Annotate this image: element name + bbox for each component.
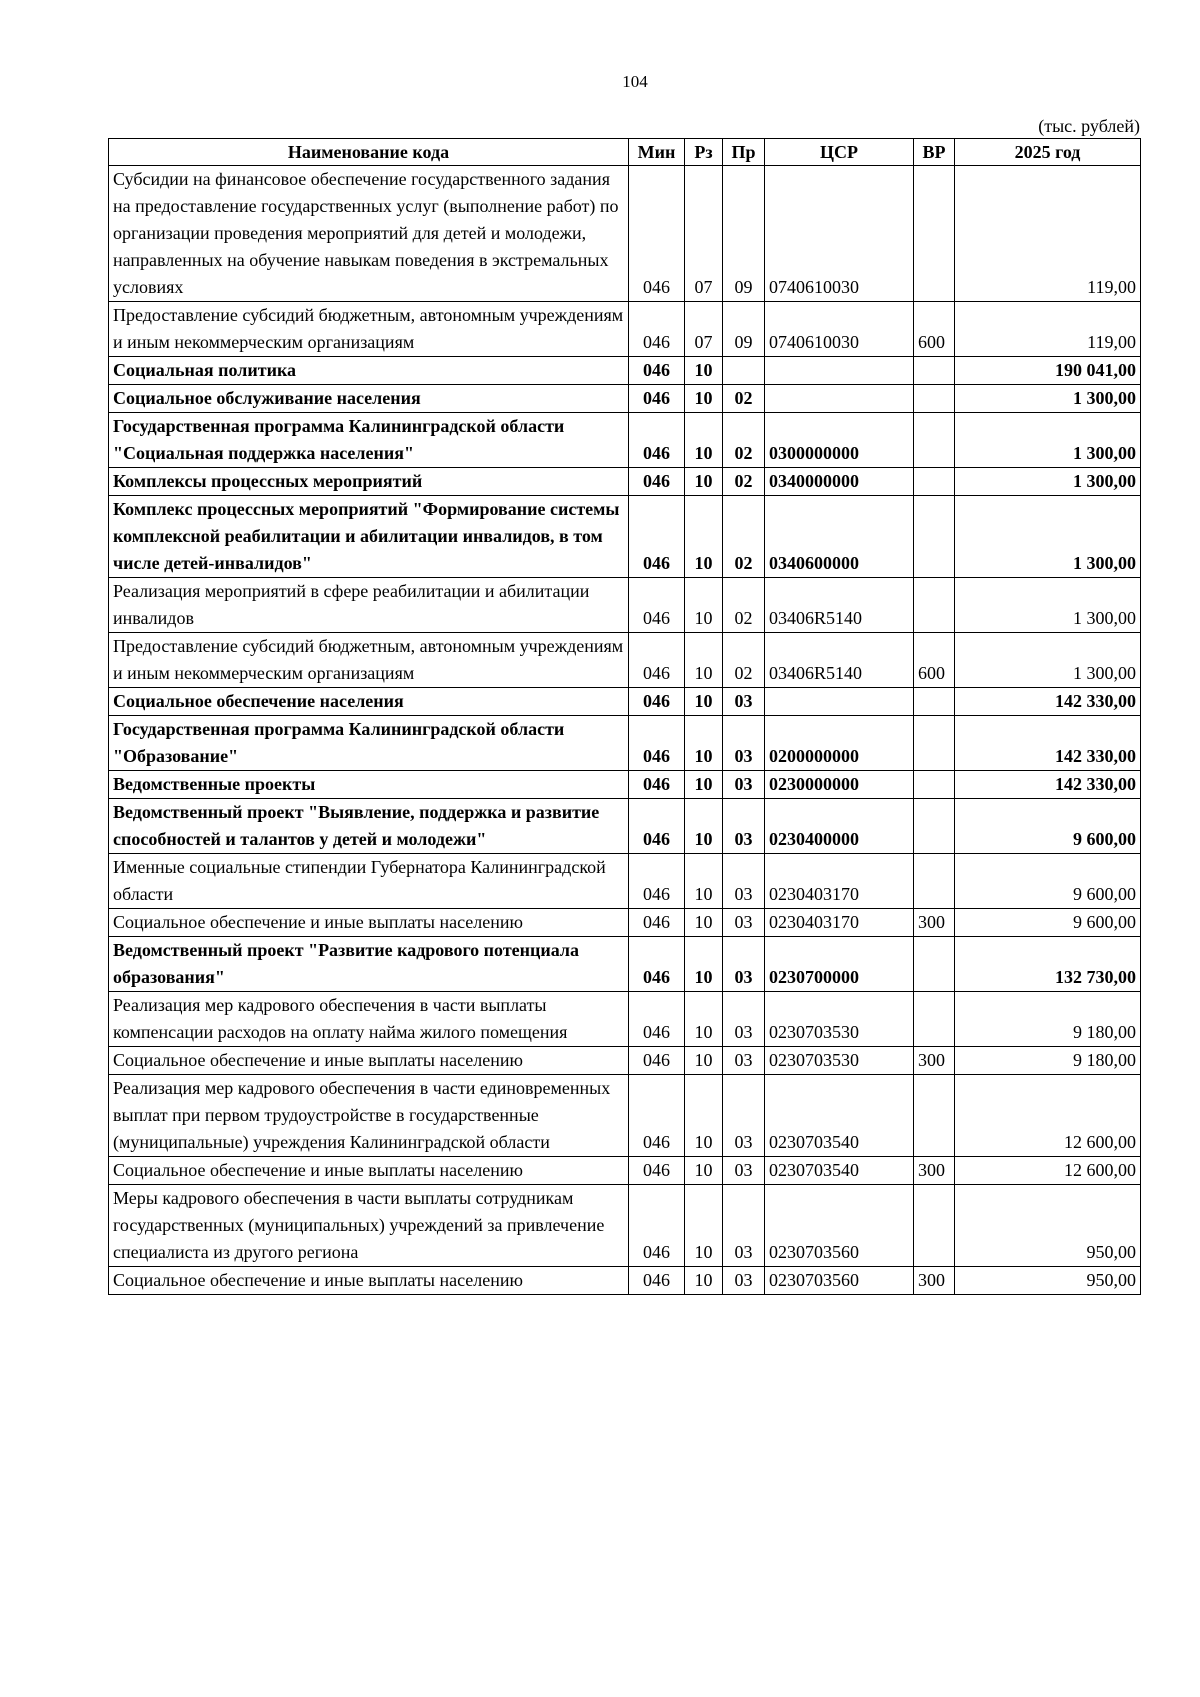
table-row bbox=[109, 1075, 1141, 1157]
cell-vr: 300 bbox=[914, 1157, 955, 1185]
cell-name: Социальное обеспечение и иные выплаты населению bbox=[109, 1157, 629, 1185]
header-csr: ЦСР bbox=[765, 139, 914, 166]
cell-vr bbox=[914, 716, 955, 771]
cell-pr: 02 bbox=[723, 385, 765, 413]
cell-vr bbox=[914, 357, 955, 385]
cell-name: Комплекс процессных мероприятий "Формирование системы комплексной реабилитации и абилитации инвалидов, в том числе детей-инвалидов" bbox=[109, 496, 629, 578]
budget-table bbox=[108, 138, 1141, 1295]
cell-amount: 9 180,00 bbox=[955, 1047, 1141, 1075]
cell-min: 046 bbox=[629, 1047, 685, 1075]
cell-pr: 03 bbox=[723, 1075, 765, 1157]
cell-pr: 03 bbox=[723, 1185, 765, 1267]
header-min: Мин bbox=[629, 139, 685, 166]
cell-rz: 10 bbox=[685, 633, 723, 688]
cell-min: 046 bbox=[629, 937, 685, 992]
cell-amount: 9 600,00 bbox=[955, 799, 1141, 854]
cell-min: 046 bbox=[629, 854, 685, 909]
cell-pr: 03 bbox=[723, 1267, 765, 1295]
cell-name: Комплексы процессных мероприятий bbox=[109, 468, 629, 496]
cell-name: Реализация мер кадрового обеспечения в части единовременных выплат при первом трудоустройстве в государственные (муниципальные) учреждения Калининградской области bbox=[109, 1075, 629, 1157]
cell-name: Ведомственный проект "Развитие кадрового потенциала образования" bbox=[109, 937, 629, 992]
cell-name: Ведомственный проект "Выявление, поддержка и развитие способностей и талантов у детей и молодежи" bbox=[109, 799, 629, 854]
cell-vr bbox=[914, 413, 955, 468]
cell-min: 046 bbox=[629, 357, 685, 385]
cell-pr: 03 bbox=[723, 854, 765, 909]
cell-amount: 132 730,00 bbox=[955, 937, 1141, 992]
cell-min: 046 bbox=[629, 1157, 685, 1185]
cell-csr: 0740610030 bbox=[765, 166, 914, 302]
cell-csr: 0230703530 bbox=[765, 992, 914, 1047]
table-row bbox=[109, 1047, 1141, 1075]
cell-name: Социальное обеспечение населения bbox=[109, 688, 629, 716]
cell-min: 046 bbox=[629, 909, 685, 937]
cell-min: 046 bbox=[629, 688, 685, 716]
cell-csr: 0230703540 bbox=[765, 1075, 914, 1157]
cell-rz: 10 bbox=[685, 1075, 723, 1157]
header-vr: ВР bbox=[914, 139, 955, 166]
cell-csr: 0230703540 bbox=[765, 1157, 914, 1185]
cell-vr bbox=[914, 771, 955, 799]
cell-vr bbox=[914, 578, 955, 633]
cell-min: 046 bbox=[629, 578, 685, 633]
table-row bbox=[109, 468, 1141, 496]
cell-vr bbox=[914, 1185, 955, 1267]
cell-csr bbox=[765, 385, 914, 413]
table-row bbox=[109, 1267, 1141, 1295]
header-rz: Рз bbox=[685, 139, 723, 166]
cell-rz: 10 bbox=[685, 385, 723, 413]
cell-vr bbox=[914, 937, 955, 992]
page-number: 104 bbox=[622, 72, 648, 91]
cell-pr: 03 bbox=[723, 992, 765, 1047]
cell-min: 046 bbox=[629, 992, 685, 1047]
cell-min: 046 bbox=[629, 1185, 685, 1267]
table-row bbox=[109, 496, 1141, 578]
cell-amount: 12 600,00 bbox=[955, 1157, 1141, 1185]
cell-vr bbox=[914, 166, 955, 302]
cell-rz: 10 bbox=[685, 1047, 723, 1075]
cell-csr: 0230403170 bbox=[765, 854, 914, 909]
cell-vr bbox=[914, 992, 955, 1047]
cell-csr: 0200000000 bbox=[765, 716, 914, 771]
cell-rz: 07 bbox=[685, 302, 723, 357]
cell-pr: 02 bbox=[723, 633, 765, 688]
cell-amount: 142 330,00 bbox=[955, 716, 1141, 771]
cell-min: 046 bbox=[629, 633, 685, 688]
cell-amount: 190 041,00 bbox=[955, 357, 1141, 385]
cell-min: 046 bbox=[629, 413, 685, 468]
table-row bbox=[109, 302, 1141, 357]
cell-rz: 10 bbox=[685, 578, 723, 633]
table-row bbox=[109, 937, 1141, 992]
cell-min: 046 bbox=[629, 1075, 685, 1157]
cell-rz: 10 bbox=[685, 1157, 723, 1185]
header-row bbox=[109, 139, 1141, 166]
cell-vr bbox=[914, 799, 955, 854]
header-year: 2025 год bbox=[955, 139, 1141, 166]
cell-name: Именные социальные стипендии Губернатора Калининградской области bbox=[109, 854, 629, 909]
cell-min: 046 bbox=[629, 1267, 685, 1295]
cell-name: Ведомственные проекты bbox=[109, 771, 629, 799]
cell-amount: 1 300,00 bbox=[955, 413, 1141, 468]
cell-amount: 1 300,00 bbox=[955, 385, 1141, 413]
cell-csr: 0230703560 bbox=[765, 1267, 914, 1295]
cell-rz: 10 bbox=[685, 357, 723, 385]
cell-pr: 03 bbox=[723, 799, 765, 854]
cell-pr: 09 bbox=[723, 302, 765, 357]
cell-amount: 142 330,00 bbox=[955, 688, 1141, 716]
cell-csr bbox=[765, 688, 914, 716]
cell-csr: 0230400000 bbox=[765, 799, 914, 854]
cell-csr bbox=[765, 357, 914, 385]
cell-pr: 03 bbox=[723, 1157, 765, 1185]
cell-vr: 600 bbox=[914, 302, 955, 357]
cell-min: 046 bbox=[629, 302, 685, 357]
cell-amount: 119,00 bbox=[955, 302, 1141, 357]
cell-rz: 10 bbox=[685, 1267, 723, 1295]
cell-csr: 0230403170 bbox=[765, 909, 914, 937]
cell-pr: 03 bbox=[723, 771, 765, 799]
table-row bbox=[109, 992, 1141, 1047]
cell-min: 046 bbox=[629, 799, 685, 854]
cell-csr: 0230703560 bbox=[765, 1185, 914, 1267]
cell-amount: 12 600,00 bbox=[955, 1075, 1141, 1157]
cell-pr: 09 bbox=[723, 166, 765, 302]
cell-csr: 0230000000 bbox=[765, 771, 914, 799]
cell-amount: 1 300,00 bbox=[955, 578, 1141, 633]
table-row bbox=[109, 633, 1141, 688]
cell-name: Предоставление субсидий бюджетным, автономным учреждениям и иным некоммерческим организациям bbox=[109, 302, 629, 357]
cell-pr: 03 bbox=[723, 937, 765, 992]
cell-rz: 10 bbox=[685, 909, 723, 937]
cell-min: 046 bbox=[629, 468, 685, 496]
cell-pr: 02 bbox=[723, 413, 765, 468]
cell-pr: 03 bbox=[723, 716, 765, 771]
cell-pr bbox=[723, 357, 765, 385]
cell-csr: 03406R5140 bbox=[765, 578, 914, 633]
cell-amount: 9 600,00 bbox=[955, 854, 1141, 909]
cell-csr: 0230703530 bbox=[765, 1047, 914, 1075]
table-row bbox=[109, 413, 1141, 468]
cell-pr: 02 bbox=[723, 468, 765, 496]
table-row bbox=[109, 909, 1141, 937]
cell-rz: 07 bbox=[685, 166, 723, 302]
cell-name: Социальное обеспечение и иные выплаты населению bbox=[109, 1267, 629, 1295]
cell-vr bbox=[914, 496, 955, 578]
cell-rz: 10 bbox=[685, 1185, 723, 1267]
cell-rz: 10 bbox=[685, 716, 723, 771]
cell-name: Субсидии на финансовое обеспечение государственного задания на предоставление государственных услуг (выполнение работ) по организации проведения мероприятий для детей и молодежи, направленных на обучение навыкам поведения в экстремальных условиях bbox=[109, 166, 629, 302]
table-row bbox=[109, 688, 1141, 716]
cell-pr: 02 bbox=[723, 578, 765, 633]
cell-name: Реализация мер кадрового обеспечения в части выплаты компенсации расходов на оплату найма жилого помещения bbox=[109, 992, 629, 1047]
cell-vr bbox=[914, 854, 955, 909]
table-row bbox=[109, 1157, 1141, 1185]
cell-vr: 300 bbox=[914, 909, 955, 937]
cell-amount: 9 600,00 bbox=[955, 909, 1141, 937]
table-row bbox=[109, 578, 1141, 633]
cell-rz: 10 bbox=[685, 688, 723, 716]
cell-rz: 10 bbox=[685, 771, 723, 799]
table-row bbox=[109, 799, 1141, 854]
table-row bbox=[109, 1185, 1141, 1267]
cell-vr: 300 bbox=[914, 1267, 955, 1295]
cell-amount: 950,00 bbox=[955, 1185, 1141, 1267]
cell-rz: 10 bbox=[685, 496, 723, 578]
cell-vr bbox=[914, 468, 955, 496]
cell-rz: 10 bbox=[685, 413, 723, 468]
table-row bbox=[109, 771, 1141, 799]
units-label: (тыс. рублей) bbox=[1038, 116, 1140, 136]
cell-name: Меры кадрового обеспечения в части выплаты сотрудникам государственных (муниципальных) учреждений за привлечение специалиста из другого региона bbox=[109, 1185, 629, 1267]
cell-pr: 03 bbox=[723, 1047, 765, 1075]
cell-pr: 02 bbox=[723, 496, 765, 578]
cell-csr: 0300000000 bbox=[765, 413, 914, 468]
cell-rz: 10 bbox=[685, 799, 723, 854]
cell-rz: 10 bbox=[685, 854, 723, 909]
cell-min: 046 bbox=[629, 385, 685, 413]
cell-amount: 119,00 bbox=[955, 166, 1141, 302]
cell-rz: 10 bbox=[685, 937, 723, 992]
cell-min: 046 bbox=[629, 496, 685, 578]
cell-csr: 0340000000 bbox=[765, 468, 914, 496]
table-row bbox=[109, 716, 1141, 771]
cell-amount: 142 330,00 bbox=[955, 771, 1141, 799]
cell-rz: 10 bbox=[685, 468, 723, 496]
cell-amount: 1 300,00 bbox=[955, 468, 1141, 496]
cell-amount: 1 300,00 bbox=[955, 496, 1141, 578]
table-row bbox=[109, 166, 1141, 302]
cell-amount: 9 180,00 bbox=[955, 992, 1141, 1047]
cell-name: Социальное обеспечение и иные выплаты населению bbox=[109, 909, 629, 937]
cell-csr: 0230700000 bbox=[765, 937, 914, 992]
cell-csr: 0740610030 bbox=[765, 302, 914, 357]
cell-min: 046 bbox=[629, 716, 685, 771]
cell-vr: 600 bbox=[914, 633, 955, 688]
cell-name: Социальная политика bbox=[109, 357, 629, 385]
cell-amount: 1 300,00 bbox=[955, 633, 1141, 688]
cell-rz: 10 bbox=[685, 992, 723, 1047]
cell-name: Предоставление субсидий бюджетным, автономным учреждениям и иным некоммерческим организациям bbox=[109, 633, 629, 688]
cell-pr: 03 bbox=[723, 688, 765, 716]
cell-vr: 300 bbox=[914, 1047, 955, 1075]
cell-name: Государственная программа Калининградской области "Социальная поддержка населения" bbox=[109, 413, 629, 468]
cell-name: Социальное обслуживание населения bbox=[109, 385, 629, 413]
cell-name: Реализация мероприятий в сфере реабилитации и абилитации инвалидов bbox=[109, 578, 629, 633]
header-name: Наименование кода bbox=[109, 139, 629, 166]
cell-name: Социальное обеспечение и иные выплаты населению bbox=[109, 1047, 629, 1075]
cell-vr bbox=[914, 1075, 955, 1157]
cell-vr bbox=[914, 385, 955, 413]
table-row bbox=[109, 357, 1141, 385]
cell-name: Государственная программа Калининградской области "Образование" bbox=[109, 716, 629, 771]
cell-pr: 03 bbox=[723, 909, 765, 937]
cell-amount: 950,00 bbox=[955, 1267, 1141, 1295]
table-row bbox=[109, 385, 1141, 413]
cell-csr: 03406R5140 bbox=[765, 633, 914, 688]
table-row bbox=[109, 854, 1141, 909]
header-pr: Пр bbox=[723, 139, 765, 166]
cell-min: 046 bbox=[629, 166, 685, 302]
cell-csr: 0340600000 bbox=[765, 496, 914, 578]
cell-vr bbox=[914, 688, 955, 716]
cell-min: 046 bbox=[629, 771, 685, 799]
